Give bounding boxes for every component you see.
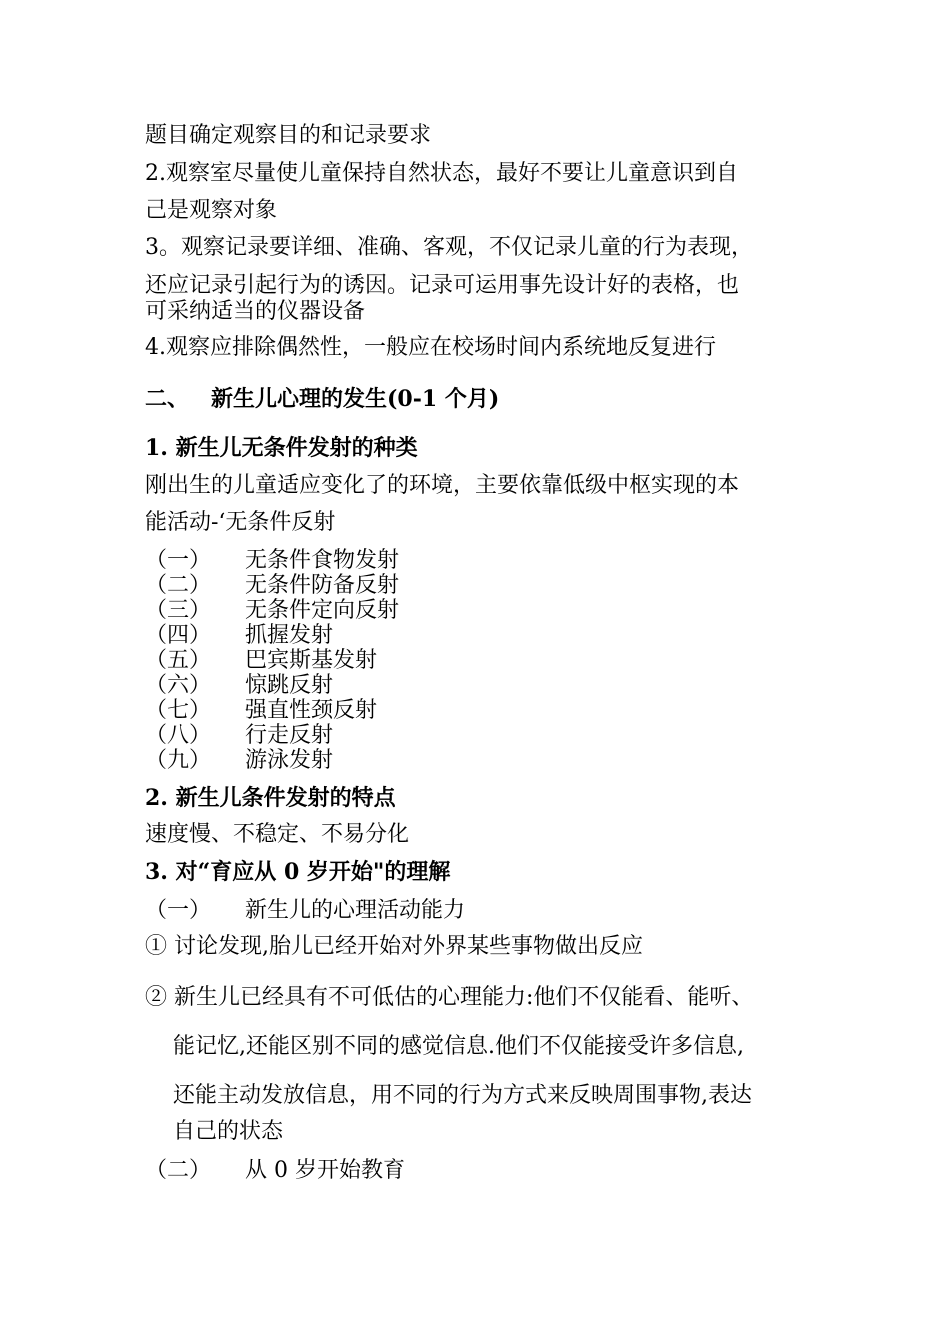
list-item (145, 1158, 405, 1183)
list-text: 行走反射 (245, 723, 334, 748)
list-marker: （二） (145, 1158, 212, 1183)
subsection-heading: 1. 新生儿无条件发射的种类 (145, 435, 418, 461)
list-text: 抓握发射 (245, 623, 334, 648)
list-marker: （九） (145, 748, 212, 773)
list-marker: （一） (145, 548, 212, 573)
section-heading (145, 385, 499, 413)
list-marker: （三） (145, 598, 212, 623)
paragraph-line: 还应记录引起行为的诱因。记录可运用事先设计好的表格，也 (145, 273, 740, 298)
list-item (145, 573, 399, 598)
list-item (145, 898, 465, 923)
list-marker: （四） (145, 623, 212, 648)
paragraph-line: 能记忆,还能区别不同的感觉信息.他们不仅能接受许多信息, (173, 1034, 744, 1059)
section-title: 新生儿心理的发生(0-1 个月) (211, 386, 500, 412)
paragraph-line: 速度慢、不稳定、不易分化 (145, 822, 410, 847)
paragraph-line: 自己的状态 (173, 1119, 284, 1144)
circled-item: ② 新生儿已经具有不可低估的心理能力:他们不仅能看、能听、 (145, 985, 754, 1010)
list-marker: （二） (145, 573, 212, 598)
list-text: 新生儿的心理活动能力 (245, 898, 466, 923)
list-text: 无条件防备反射 (245, 573, 400, 598)
paragraph-line: 4.观察应排除偶然性，一般应在校场时间内系统地反复进行 (145, 335, 716, 360)
list-item (145, 748, 333, 773)
section-number: 二、 (145, 386, 190, 412)
list-item (145, 623, 333, 648)
paragraph-line: 己是观察对象 (145, 198, 278, 223)
list-item (145, 548, 399, 573)
list-text: 巴宾斯基发射 (245, 648, 378, 673)
list-marker: （六） (145, 673, 212, 698)
list-marker: （一） (145, 898, 212, 923)
paragraph-line: 刚出生的儿童适应变化了的环境，主要依靠低级中枢实现的本 (145, 473, 740, 498)
paragraph-line: 3。观察记录要详细、准确、客观，不仅记录儿童的行为表现， (145, 235, 753, 260)
list-text: 游泳发射 (245, 748, 334, 773)
paragraph-line: 题目确定观察目的和记录要求 (145, 123, 432, 148)
paragraph-line: 能活动-‘无条件反射 (145, 510, 336, 535)
list-text: 惊跳反射 (245, 673, 334, 698)
paragraph-line: 可采纳适当的仪器设备 (145, 299, 366, 324)
list-marker: （五） (145, 648, 212, 673)
list-item (145, 598, 399, 623)
subsection-heading: 2. 新生儿条件发射的特点 (145, 785, 396, 811)
list-text: 从 0 岁开始教育 (245, 1158, 405, 1183)
paragraph-line: 2.观察室尽量使儿童保持自然状态，最好不要让儿童意识到自 (145, 161, 738, 186)
list-item (145, 648, 377, 673)
list-marker: （八） (145, 723, 212, 748)
circled-item: ① 讨论发现,胎儿已经开始对外界某些事物做出反应 (145, 934, 643, 959)
subsection-heading: 3. 对“育应从 0 岁开始"的理解 (145, 859, 451, 885)
list-item (145, 698, 377, 723)
list-item (145, 723, 333, 748)
list-text: 强直性颈反射 (245, 698, 378, 723)
list-item (145, 673, 333, 698)
list-text: 无条件食物发射 (245, 548, 400, 573)
list-text: 无条件定向反射 (245, 598, 400, 623)
list-marker: （七） (145, 698, 212, 723)
paragraph-line: 还能主动发放信息，用不同的行为方式来反映周围事物,表达 (173, 1083, 752, 1108)
